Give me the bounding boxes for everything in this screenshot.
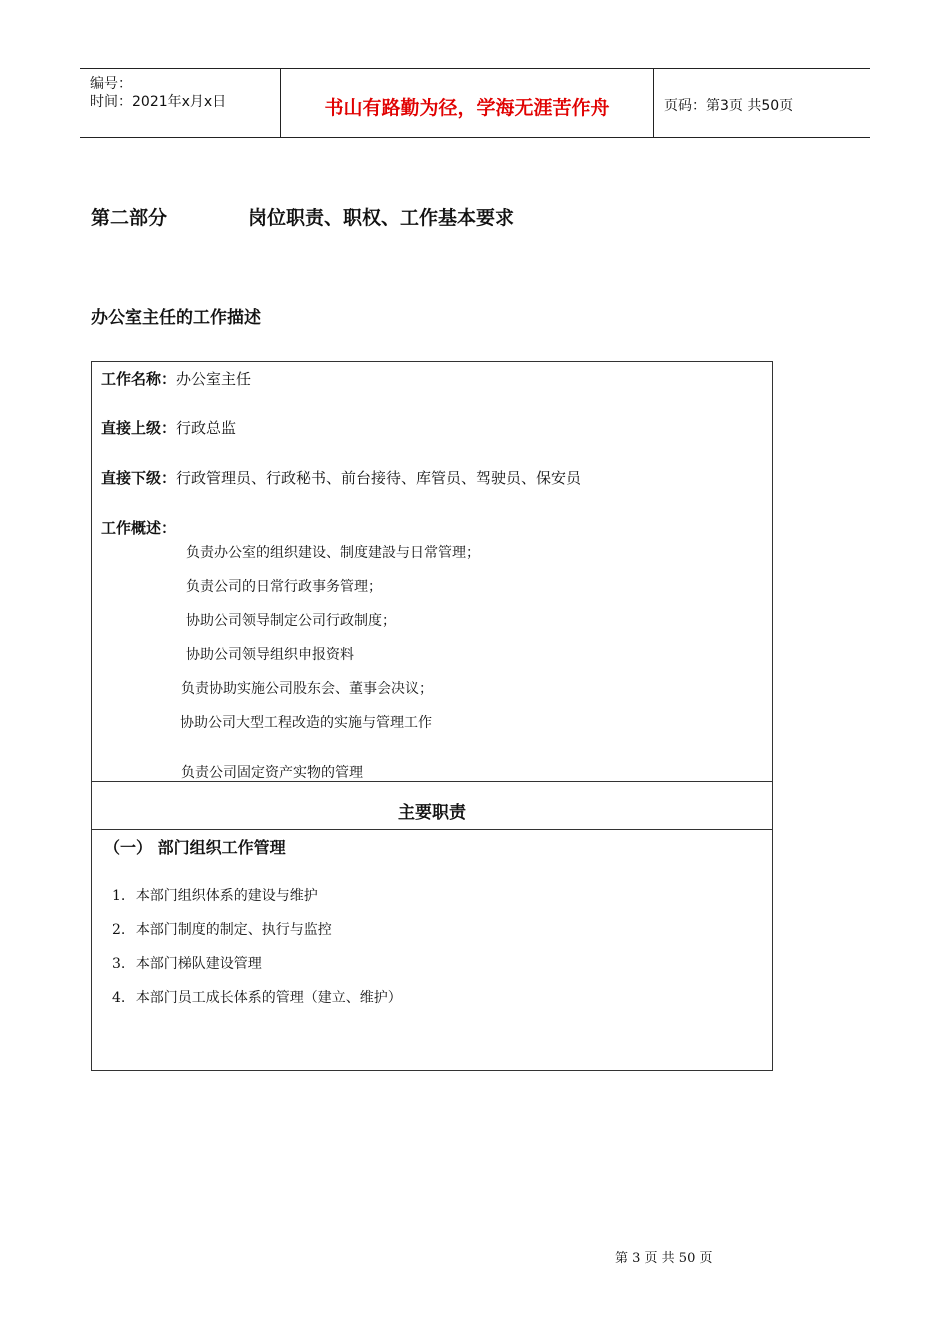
main-duties-heading: 主要职责 xyxy=(398,803,466,823)
overview-item: 负责办公室的组织建设、制度建設与日常管理； xyxy=(186,545,480,561)
section-part-label: 第二部分 xyxy=(91,207,168,229)
page-footer: 第 3 页 共 50 页 xyxy=(615,1251,713,1266)
duty-item-number: 4. xyxy=(112,990,126,1006)
overview-item: 协助公司领导组织申报资料 xyxy=(186,647,354,663)
job-name-row xyxy=(101,368,251,389)
duty-item xyxy=(112,953,262,973)
duty-item xyxy=(112,885,318,905)
page-header xyxy=(80,68,870,138)
table-divider xyxy=(92,829,772,830)
date-label: 时间：2021年x月x日 xyxy=(90,94,227,110)
superior-label: 直接上级： xyxy=(101,419,177,437)
job-description-subtitle: 办公室主任的工作描述 xyxy=(91,308,261,328)
duty-item-text: 本部门员工成长体系的管理（建立、维护） xyxy=(135,990,402,1006)
duty-item xyxy=(112,919,332,939)
overview-item: 负责公司的日常行政事务管理； xyxy=(186,579,382,595)
overview-item: 协助公司领导制定公司行政制度； xyxy=(186,613,396,629)
overview-item: 协助公司大型工程改造的实施与管理工作 xyxy=(180,715,432,731)
subordinate-row xyxy=(101,467,581,488)
page-info: 页码：第3页 共50页 xyxy=(664,98,794,114)
header-page-cell xyxy=(654,69,870,137)
duty-item-number: 2. xyxy=(112,922,126,938)
subordinate-value: 行政管理员、行政秘书、前台接待、库管员、驾驶员、保安员 xyxy=(176,469,582,487)
duty-item xyxy=(112,987,402,1007)
superior-row xyxy=(101,417,236,438)
duty-item-number: 3. xyxy=(112,956,126,972)
section-title: 岗位职责、职权、工作基本要求 xyxy=(248,207,515,229)
job-name-value: 办公室主任 xyxy=(176,370,252,388)
motto-text: 书山有路勤为径，学海无涯苦作舟 xyxy=(324,97,610,119)
overview-item: 负责协助实施公司股东会、董事会决议； xyxy=(181,681,433,697)
overview-label: 工作概述： xyxy=(101,519,177,537)
duty-section-title: （一） 部门组织工作管理 xyxy=(104,838,286,857)
header-motto-cell xyxy=(281,69,654,137)
job-description-table xyxy=(91,361,773,1071)
document-number-label: 编号： xyxy=(90,76,132,92)
superior-value: 行政总监 xyxy=(176,419,237,437)
duty-item-text: 本部门组织体系的建设与维护 xyxy=(135,888,318,904)
duty-item-text: 本部门制度的制定、执行与监控 xyxy=(135,922,332,938)
duty-item-number: 1. xyxy=(112,888,126,904)
duty-item-text: 本部门梯队建设管理 xyxy=(135,956,262,972)
table-divider xyxy=(92,781,772,782)
overview-item: 负责公司固定资产实物的管理 xyxy=(181,765,363,781)
header-meta-cell xyxy=(80,69,281,137)
subordinate-label: 直接下级： xyxy=(101,469,177,487)
job-name-label: 工作名称： xyxy=(101,370,177,388)
